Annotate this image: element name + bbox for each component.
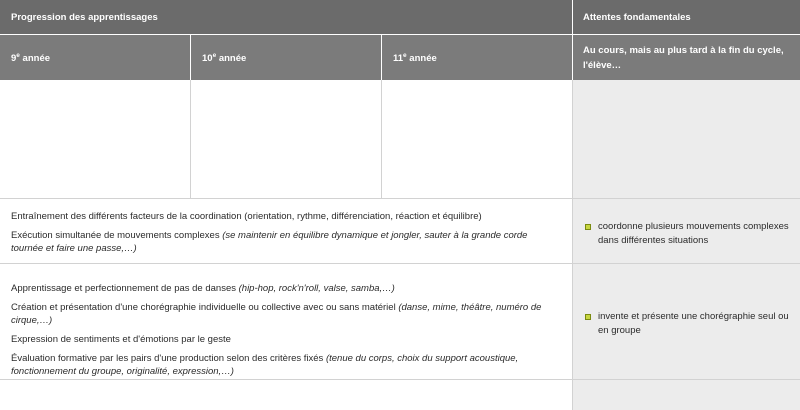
grid-h-2 (0, 263, 800, 264)
grid-v-1 (190, 80, 191, 198)
list-item: Exécution simultanée de mouvements complexes (se maintenir en équilibre dynamique et jongler, sauter à la grande corde tournée et faire une passe,…) (11, 230, 528, 254)
attente-text: invente et présente une chorégraphie seul ou en groupe (598, 311, 789, 336)
header-divider-1 (190, 34, 191, 80)
header-divider-2 (381, 34, 382, 80)
list-item: Expression de sentiments et d'émotions par le geste (11, 334, 231, 345)
grid-v-2 (381, 80, 382, 198)
grid-h-3 (0, 379, 800, 380)
attentes-subtitle: Au cours, mais au plus tard à la fin du cycle, l'élève… (583, 45, 784, 71)
grid-v-3 (572, 80, 573, 410)
progression-title: Progression des apprentissages (11, 12, 158, 23)
list-item: Entraînement des différents facteurs de la coordination (orientation, rythme, différenciation, réaction et équilibre) (11, 211, 482, 222)
list-item: Apprentissage et perfectionnement de pas de danses (hip-hop, rock'n'roll, valse, samba,…) (11, 283, 395, 294)
bullet-square-icon (585, 314, 591, 320)
year-11-label: 11e année (393, 52, 437, 64)
list-item: Évaluation formative par les pairs d'une production selon des critères fixés (tenue du corps, choix du support acoustique, fonctionnement du groupe, originalité, expression,…) (11, 353, 519, 377)
row-2-content (11, 282, 561, 378)
year-9-label: 9e année (11, 52, 51, 64)
header-divider-main (572, 0, 573, 80)
list-item: Création et présentation d'une chorégraphie individuelle ou collective avec ou sans matériel (danse, mime, théâtre, numéro de cirque,…) (11, 302, 542, 326)
bullet-square-icon (585, 224, 591, 230)
attente-text: coordonne plusieurs mouvements complexes dans différentes situations (598, 221, 789, 246)
attentes-title: Attentes fondamentales (583, 12, 691, 23)
row-1-content (11, 210, 561, 255)
row-1-attente (584, 220, 794, 248)
grid-h-1 (0, 198, 800, 199)
row-2-attente (584, 310, 794, 338)
year-10-label: 10e année (202, 52, 247, 64)
header-separator (0, 34, 800, 35)
